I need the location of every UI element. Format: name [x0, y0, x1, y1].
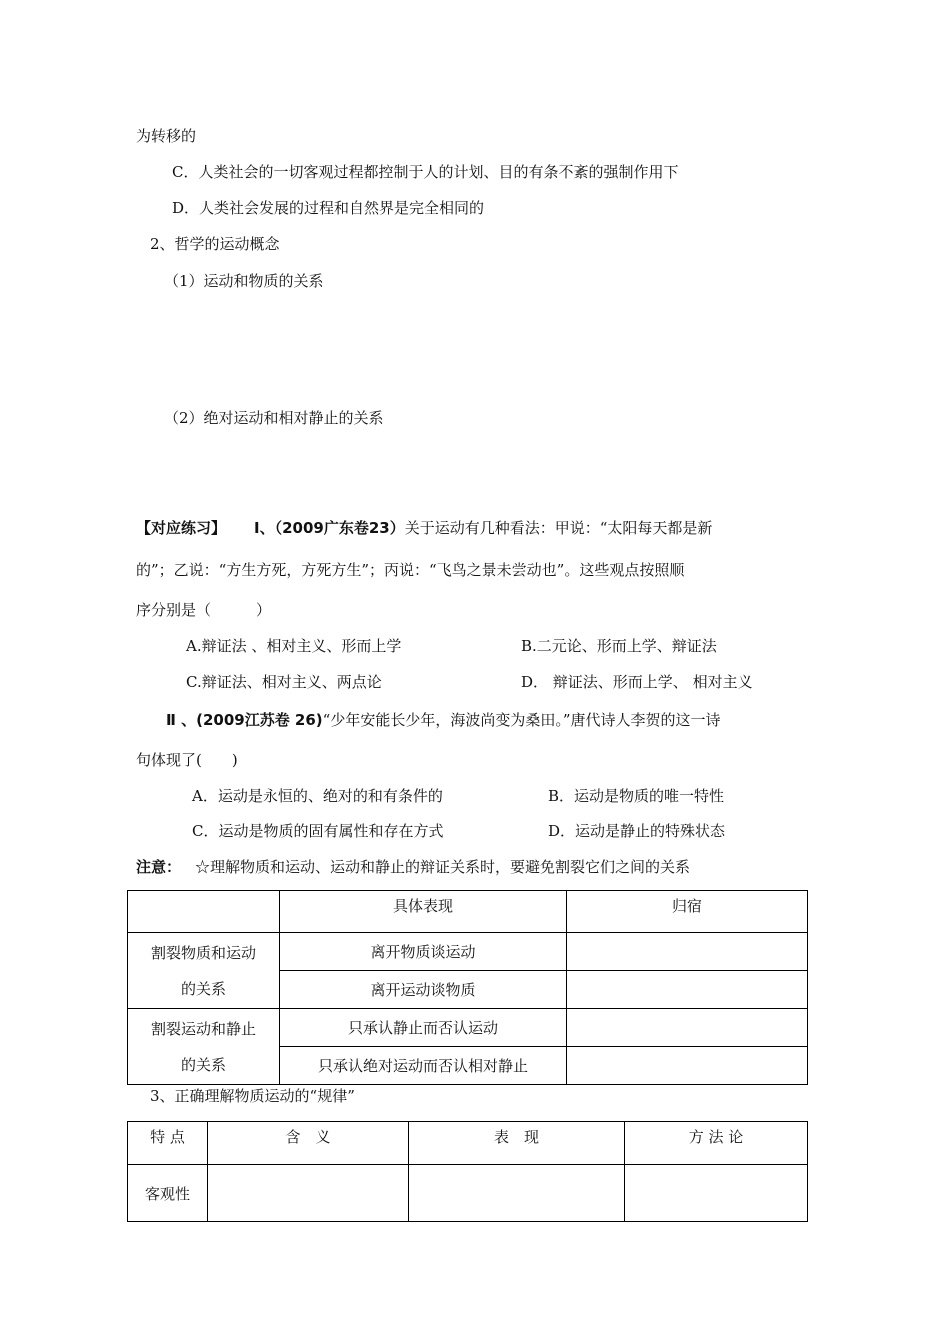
separation-table — [127, 890, 808, 1085]
exercise-q1-line1 — [136, 518, 712, 538]
table-cell-empty — [567, 1047, 808, 1085]
group-label-line: 的关系 — [180, 979, 226, 998]
exercise-heading: 【对应练习】 — [136, 519, 227, 537]
q1-option-d: D． 辩证法、形而上学、 相对主义 — [521, 673, 753, 691]
table-cell-empty — [567, 933, 808, 971]
table-cell-empty — [625, 1165, 808, 1222]
law-table — [127, 1121, 808, 1222]
question-number: Ⅱ 、(2009江苏卷 26) — [166, 711, 323, 729]
group-label — [128, 1009, 280, 1085]
question-text: “少年安能长少年，海波尚变为桑田。”唐代诗人李贺的这一诗 — [322, 711, 721, 729]
table-cell-empty — [567, 971, 808, 1009]
section-heading-2: 2、哲学的运动概念 — [150, 235, 280, 253]
q1-option-a: A.辩证法 、相对主义、形而上学 — [186, 637, 402, 655]
q2-option-c: C．运动是物质的固有属性和存在方式 — [192, 822, 444, 840]
group-label-line: 割裂运动和静止 — [150, 1019, 256, 1038]
question-number: Ⅰ、（2009广东卷23） — [254, 519, 405, 537]
q2-option-d: D．运动是静止的特殊状态 — [548, 822, 726, 840]
table-row — [128, 1165, 808, 1222]
table-header: 表 现 — [409, 1122, 625, 1165]
table-cell: 只承认绝对运动而否认相对静止 — [280, 1047, 567, 1085]
table-header: 特 点 — [128, 1122, 208, 1165]
group-label-line: 的关系 — [180, 1055, 226, 1074]
table-header: 方 法 论 — [625, 1122, 808, 1165]
subsection-1: （1）运动和物质的关系 — [164, 272, 324, 290]
q1-option-b: B.二元论、形而上学、辩证法 — [521, 637, 717, 655]
group-label — [128, 933, 280, 1009]
note — [136, 857, 690, 877]
q2-option-b: B．运动是物质的唯一特性 — [548, 787, 725, 805]
row-label: 客观性 — [128, 1165, 208, 1222]
table-cell: 离开运动谈物质 — [280, 971, 567, 1009]
table-row — [128, 1009, 808, 1047]
option-d: D．人类社会发展的过程和自然界是完全相同的 — [172, 199, 485, 217]
table-cell: 离开物质谈运动 — [280, 933, 567, 971]
table-cell: 只承认静止而否认运动 — [280, 1009, 567, 1047]
q1-option-c: C.辩证法、相对主义、两点论 — [186, 673, 382, 691]
exercise-q2-line2: 句体现了( ) — [136, 751, 238, 769]
q2-option-a: A．运动是永恒的、绝对的和有条件的 — [192, 787, 443, 805]
table-row — [128, 933, 808, 971]
exercise-q2-line1 — [166, 710, 721, 730]
exercise-q1-line2: 的”；乙说：“方生方死，方死方生”；丙说：“飞鸟之景未尝动也”。这些观点按照顺 — [136, 561, 685, 579]
table-header-row — [128, 891, 808, 933]
table-cell-empty — [208, 1165, 409, 1222]
table-header-row — [128, 1122, 808, 1165]
table-header: 含 义 — [208, 1122, 409, 1165]
subsection-2: （2）绝对运动和相对静止的关系 — [164, 409, 384, 427]
text-line: 为转移的 — [136, 127, 197, 145]
section-heading-3: 3、正确理解物质运动的“规律” — [150, 1087, 355, 1105]
group-label-line: 割裂物质和运动 — [150, 943, 256, 962]
table-header: 归宿 — [567, 891, 808, 933]
table-cell-empty — [409, 1165, 625, 1222]
option-c: C．人类社会的一切客观过程都控制于人的计划、目的有条不紊的强制作用下 — [172, 163, 679, 181]
table-header — [128, 891, 280, 933]
table-header: 具体表现 — [280, 891, 567, 933]
table-cell-empty — [567, 1009, 808, 1047]
exercise-q1-line3: 序分别是（ ） — [136, 601, 272, 619]
note-text: ☆理解物质和运动、运动和静止的辩证关系时，要避免割裂它们之间的关系 — [195, 858, 691, 876]
question-text: 关于运动有几种看法：甲说：“太阳每天都是新 — [404, 519, 713, 537]
note-label: 注意： — [136, 858, 182, 876]
